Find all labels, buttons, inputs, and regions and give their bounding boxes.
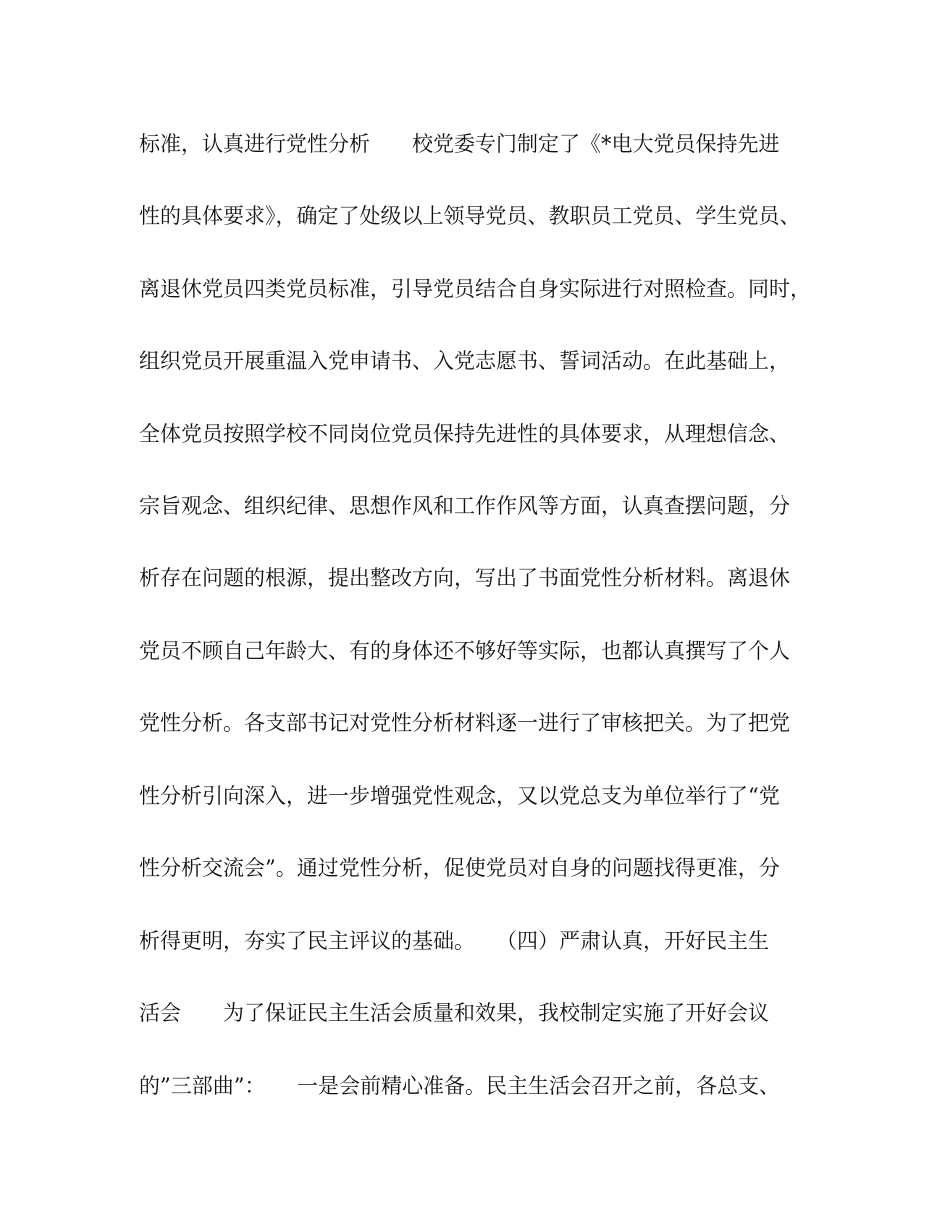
text-line: 性分析交流会”。通过党性分析，促使党员对自身的问题找得更准，分 [139, 856, 780, 880]
text-line: 组织党员开展重温入党申请书、入党志愿书、誓词活动。在此基础上， [139, 349, 790, 373]
text-line: 标准，认真进行党性分析 校党委专门制定了《*电大党员保持先进 [139, 132, 780, 156]
text-line: 党性分析。各支部书记对党性分析材料逐一进行了审核把关。为了把党 [139, 711, 790, 735]
text-line: 党员不顾自己年龄大、有的身体还不够好等实际，也都认真撰写了个人 [139, 639, 790, 663]
text-line: 活会 为了保证民主生活会质量和效果，我校制定实施了开好会议 [139, 1001, 769, 1025]
text-line: 的”三部曲”： 一是会前精心准备。民主生活会召开之前，各总支、 [139, 1074, 780, 1098]
text-line: 析存在问题的根源，提出整改方向，写出了书面党性分析材料。离退休 [139, 566, 790, 590]
text-line: 全体党员按照学校不同岗位党员保持先进性的具体要求，从理想信念、 [139, 422, 790, 446]
text-line: 性分析引向深入，进一步增强党性观念，又以党总支为单位举行了“党 [139, 784, 780, 808]
text-line: 析得更明，夯实了民主评议的基础。 （四）严肃认真，开好民主生 [139, 929, 769, 953]
text-line: 宗旨观念、组织纪律、思想作风和工作作风等方面，认真查摆问题，分 [139, 494, 790, 518]
text-line: 离退休党员四类党员标准，引导党员结合自身实际进行对照检查。同时， [139, 277, 811, 301]
text-line: 性的具体要求》，确定了处级以上领导党员、教职员工党员、学生党员、 [139, 204, 801, 228]
